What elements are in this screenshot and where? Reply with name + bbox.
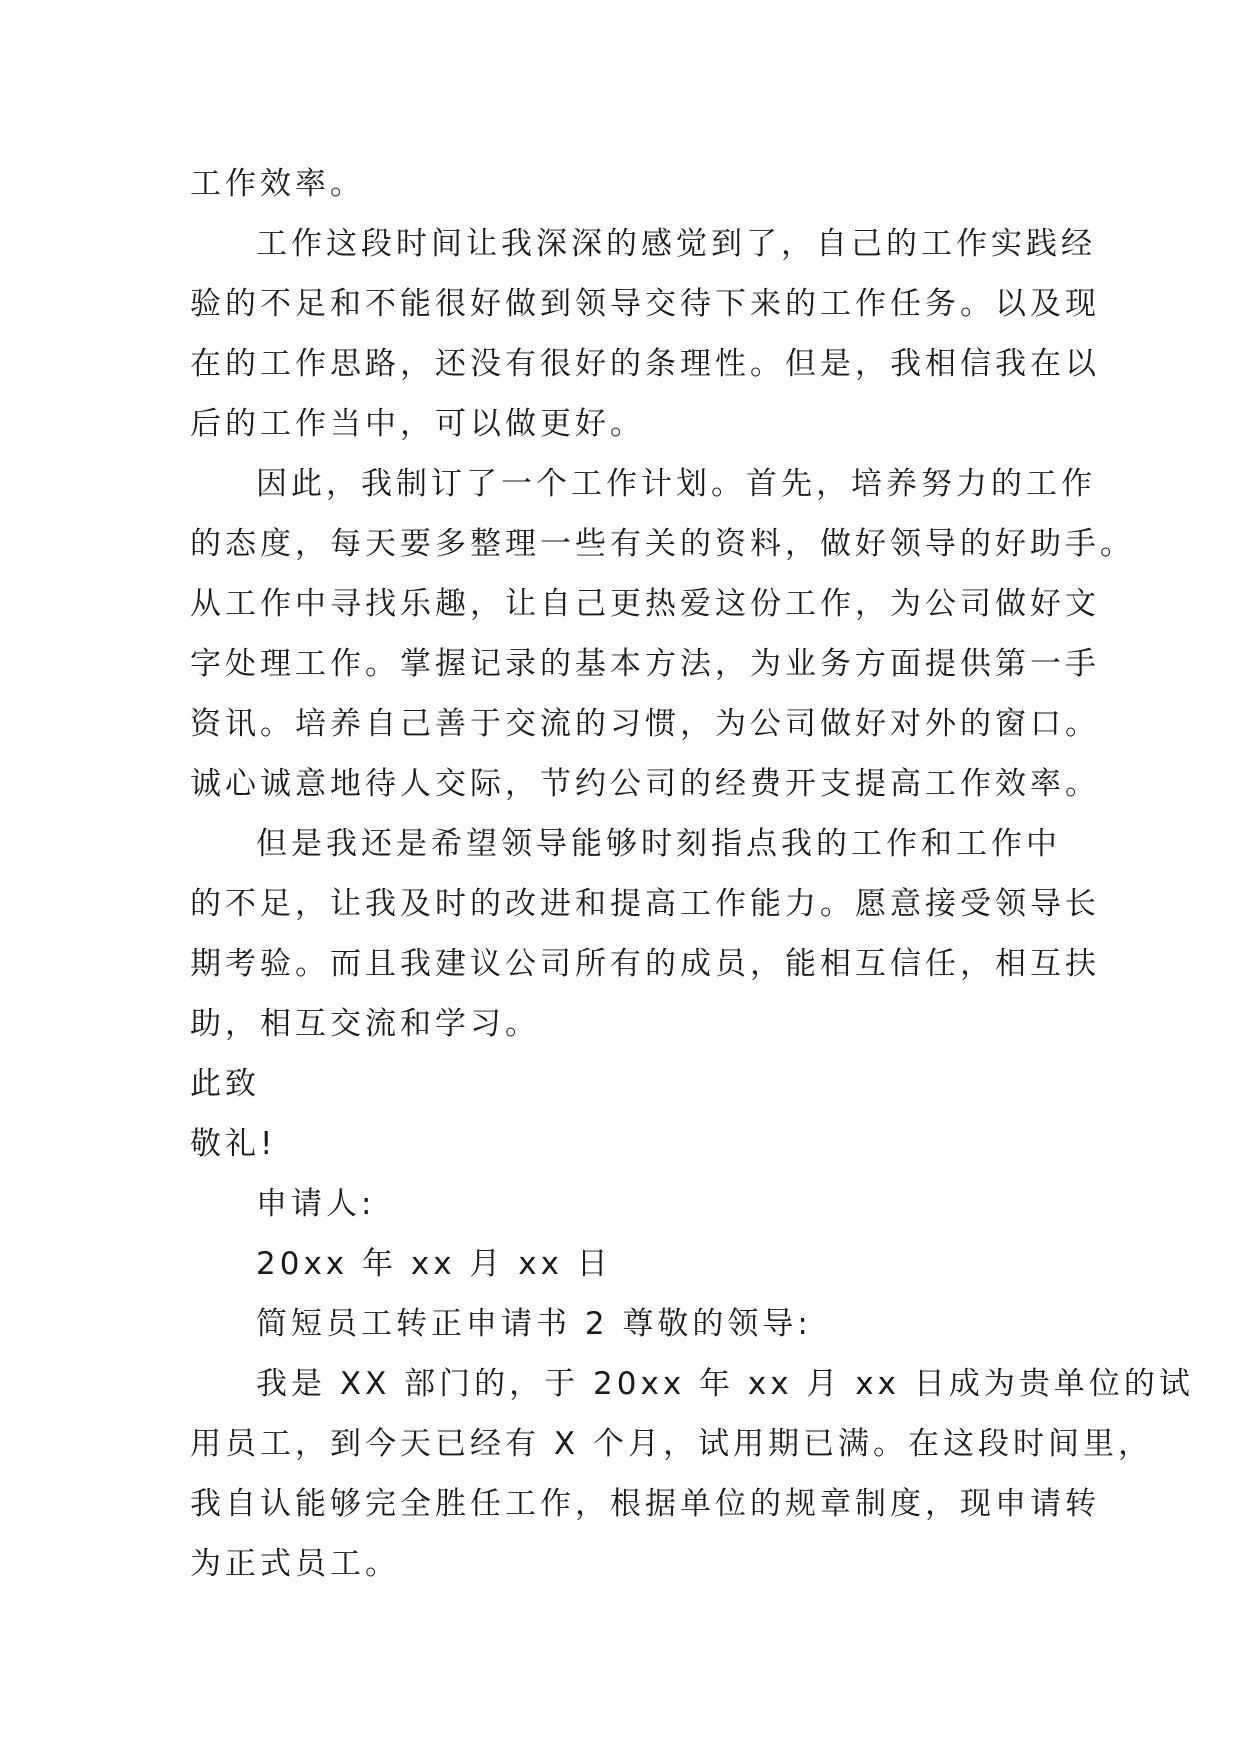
text-line: 我是 XX 部门的，于 20xx 年 xx 月 xx 日成为贵单位的试 <box>256 1366 1194 1402</box>
document-body <box>190 154 1194 1594</box>
text-line: 工作效率。 <box>190 166 365 202</box>
text-line: 简短员工转正申请书 2 尊敬的领导: <box>256 1306 812 1342</box>
text-line: 字处理工作。掌握记录的基本方法，为业务方面提供第一手 <box>190 646 1100 682</box>
text-line: 资讯。培养自己善于交流的习惯，为公司做好对外的窗口。 <box>190 706 1100 742</box>
text-line: 的态度，每天要多整理一些有关的资料，做好领导的好助手。 <box>190 526 1135 562</box>
text-line: 工作这段时间让我深深的感觉到了，自己的工作实践经 <box>256 226 1096 262</box>
text-line: 助，相互交流和学习。 <box>190 1006 540 1042</box>
text-line: 我自认能够完全胜任工作，根据单位的规章制度，现申请转 <box>190 1486 1100 1522</box>
text-line: 诚心诚意地待人交际，节约公司的经费开支提高工作效率。 <box>190 766 1100 802</box>
text-line: 为正式员工。 <box>190 1546 400 1582</box>
text-line: 敬礼! <box>190 1126 277 1162</box>
text-line: 在的工作思路，还没有很好的条理性。但是，我相信我在以 <box>190 346 1100 382</box>
text-line: 因此，我制订了一个工作计划。首先，培养努力的工作 <box>256 466 1096 502</box>
text-line: 但是我还是希望领导能够时刻指点我的工作和工作中 <box>256 826 1061 862</box>
text-line: 此致 <box>190 1066 260 1102</box>
text-line: 申请人: <box>256 1186 376 1222</box>
text-line: 的不足，让我及时的改进和提高工作能力。愿意接受领导长 <box>190 886 1100 922</box>
text-line: 20xx 年 xx 月 xx 日 <box>256 1246 612 1282</box>
text-line: 期考验。而且我建议公司所有的成员，能相互信任，相互扶 <box>190 946 1100 982</box>
text-line: 验的不足和不能很好做到领导交待下来的工作任务。以及现 <box>190 286 1100 322</box>
text-line: 从工作中寻找乐趣，让自己更热爱这份工作，为公司做好文 <box>190 586 1100 622</box>
text-line: 后的工作当中，可以做更好。 <box>190 406 645 442</box>
text-line: 用员工，到今天已经有 X 个月，试用期已满。在这段时间里， <box>190 1426 1153 1462</box>
